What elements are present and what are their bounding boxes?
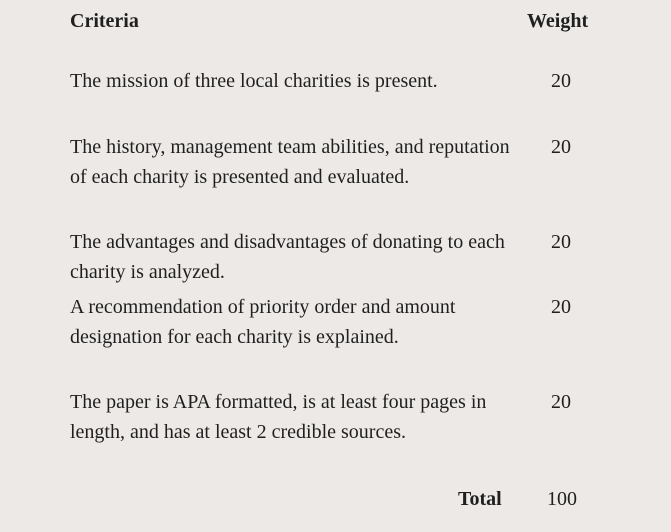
criterion-text: The paper is APA formatted, is at least four pages in length, and has at least 2 credible sources. [70, 391, 487, 443]
criterion-text: The mission of three local charities is present. [70, 70, 438, 92]
weight-value: 20 [551, 136, 571, 158]
total-value: 100 [547, 488, 577, 510]
criterion-text: A recommendation of priority order and amount designation for each charity is explained. [70, 296, 456, 348]
criteria-column-header: Criteria [70, 10, 139, 32]
weight-value: 20 [551, 296, 571, 318]
weight-value: 20 [551, 391, 571, 413]
total-label: Total [458, 488, 502, 510]
weight-value: 20 [551, 70, 571, 92]
criterion-text: The history, management team abilities, and reputation of each charity is presented and evaluated. [70, 136, 510, 188]
weight-column-header: Weight [527, 10, 589, 32]
criterion-text: The advantages and disadvantages of donating to each charity is analyzed. [70, 231, 505, 283]
total-row [70, 484, 610, 514]
table-header-row [70, 8, 610, 34]
weight-value: 20 [551, 231, 571, 253]
